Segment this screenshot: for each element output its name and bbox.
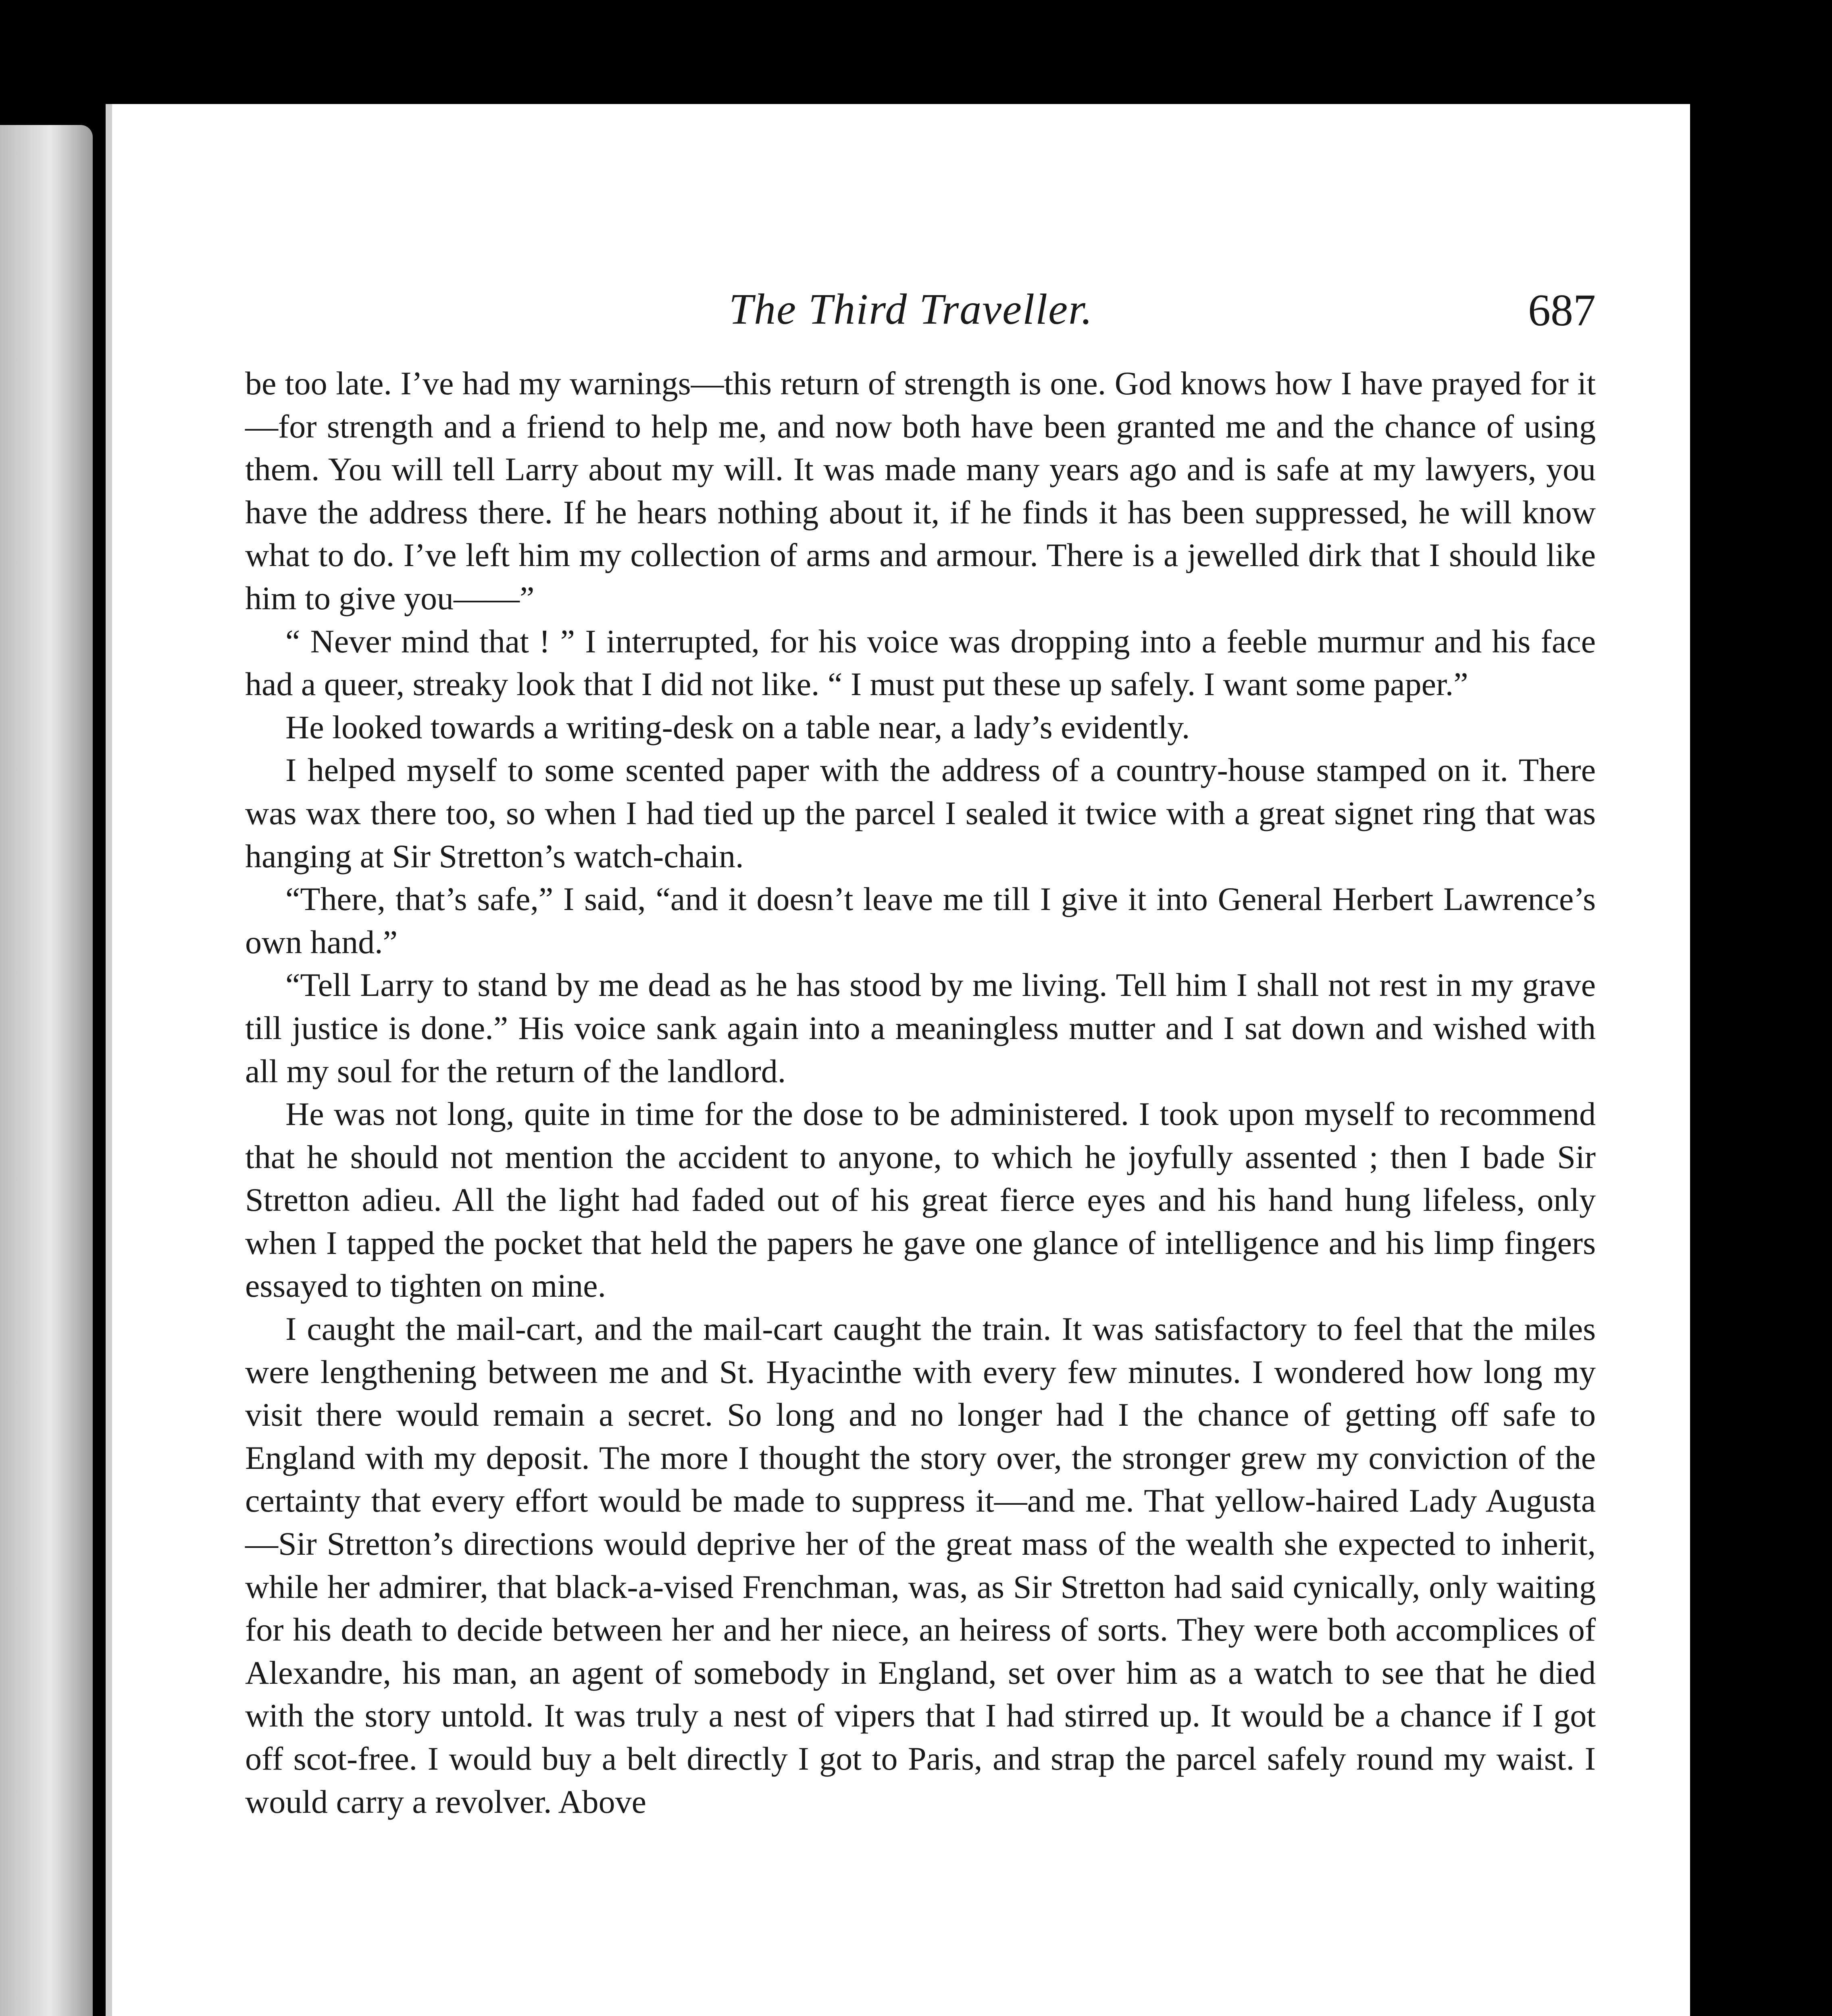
previous-page-edge xyxy=(0,125,93,2016)
paragraph: I helped myself to some scented paper with the address of a country-house stamped on it. There was wax there too, so when I had tied up the parcel I sealed it twice with a great signet ring that was hanging at Sir Stretton’s watch-chain. xyxy=(245,752,1596,875)
body-text xyxy=(245,362,1596,1823)
page-number: 687 xyxy=(1528,285,1596,335)
running-head xyxy=(245,285,1596,349)
paragraph: be too late. I’ve had my warnings—this return of strength is one. God knows how I have prayed for it—for strength and a friend to help me, and now both have been granted me and the chance of using them. You will tell Larry about my will. It was made many years ago and is safe at my lawyers, you have the address there. If he hears nothing about it, if he finds it has been suppressed, he will know what to do. I’ve left him my collection of arms and armour. There is a jewelled dirk that I should like him to give you——” xyxy=(245,365,1596,616)
paragraph: He looked towards a writing-desk on a table near, a lady’s evidently. xyxy=(285,708,1190,746)
paragraph: I caught the mail-cart, and the mail-cart caught the train. It was satisfactory to feel that the miles were lengthening between me and St. Hyacinthe with every few minutes. I wondered how long my visit there would remain a secret. So long and no longer had I the chance of getting off safe to England with my deposit. The more I thought the story over, the stronger grew my conviction of the certainty that every effort would be made to suppress it—and me. That yellow-haired Lady Augusta—Sir Stretton’s directions would deprive her of the great mass of the wealth she expected to inherit, while her admirer, that black-a-vised Frenchman, was, as Sir Stretton had said cynically, only waiting for his death to decide between her and her niece, an heiress of sorts. They were both accomplices of Alexandre, his man, an agent of somebody in England, set over him as a watch to see that he died with the story untold. It was truly a nest of vipers that I had stirred up. It would be a chance if I got off scot-free. I would buy a belt directly I got to Paris, and strap the parcel safely round my waist. I would carry a revolver. Above xyxy=(245,1310,1596,1820)
book-page xyxy=(106,104,1690,2016)
running-head-title: The Third Traveller. xyxy=(729,285,1093,333)
paragraph: He was not long, quite in time for the dose to be administered. I took upon myself to recommend that he should not mention the accident to anyone, to which he joyfully assented ; then I bade Sir Stretton adieu. All the light had faded out of his great fierce eyes and his hand hung lifeless, only when I tapped the pocket that held the papers he gave one glance of intelligence and his limp fingers essayed to tighten on mine. xyxy=(245,1095,1596,1304)
paragraph: “Tell Larry to stand by me dead as he has stood by me living. Tell him I shall not rest in my grave till justice is done.” His voice sank again into a meaningless mutter and I sat down and wished with all my soul for the return of the landlord. xyxy=(245,966,1596,1089)
paragraph: “ Never mind that ! ” I interrupted, for his voice was dropping into a feeble murmur and his face had a queer, streaky look that I did not like. “ I must put these up safely. I want some paper.” xyxy=(245,623,1596,703)
paragraph: “There, that’s safe,” I said, “and it doesn’t leave me till I give it into General Herbert Lawrence’s own hand.” xyxy=(245,881,1596,960)
